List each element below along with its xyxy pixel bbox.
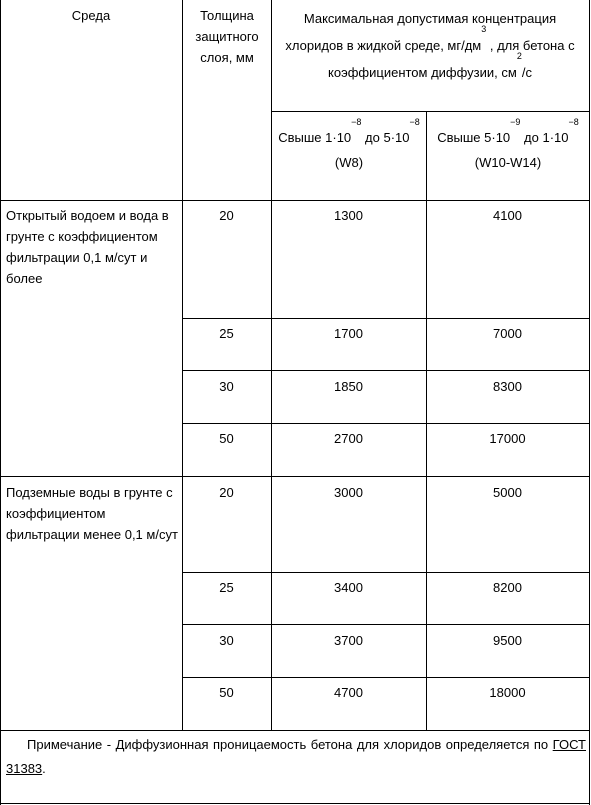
header-thickness-text: Толщина защитного слоя, мм bbox=[195, 8, 259, 65]
header-medium bbox=[0, 5, 182, 26]
medium-open-water bbox=[6, 205, 180, 289]
superscript: −8 bbox=[351, 117, 362, 127]
superscript: 2 bbox=[516, 51, 522, 61]
table-cell: 8300 bbox=[493, 379, 522, 394]
header-medium-text: Среда bbox=[71, 8, 111, 23]
note-end: . bbox=[42, 761, 46, 776]
header-text: до 1·10 bbox=[520, 130, 569, 145]
table-cell: 4700 bbox=[334, 685, 363, 700]
superscript: −9 bbox=[510, 117, 521, 127]
table-cell: 4100 bbox=[493, 208, 522, 223]
table-cell: 18000 bbox=[489, 685, 526, 700]
row-divider bbox=[0, 200, 589, 201]
header-text: (W10-W14) bbox=[474, 155, 542, 170]
table-cell: 50 bbox=[219, 685, 234, 700]
row-divider bbox=[182, 572, 589, 573]
header-concentration-text: Максимальная допустимая концентрация хлоридов в жидкой среде, мг/дм bbox=[285, 11, 557, 53]
table-cell: 30 bbox=[219, 633, 234, 648]
table-cell: 3400 bbox=[334, 580, 363, 595]
table-border-bottom bbox=[0, 803, 589, 804]
table-cell: 8200 bbox=[493, 580, 522, 595]
superscript: 3 bbox=[481, 24, 487, 34]
table-cell: 9500 bbox=[493, 633, 522, 648]
header-concentration-text: /с bbox=[521, 65, 532, 80]
row-divider bbox=[182, 624, 589, 625]
table-cell: 1700 bbox=[334, 326, 363, 341]
gost-link[interactable]: ГОСТ 31383 bbox=[6, 737, 586, 776]
note-text: Примечание - Диффузионная проницаемость бетона для хлоридов определяется по bbox=[27, 737, 553, 752]
row-divider bbox=[0, 730, 589, 731]
table-border-left bbox=[0, 0, 1, 805]
table-cell: 5000 bbox=[493, 485, 522, 500]
column-divider bbox=[182, 0, 183, 730]
table-cell: 25 bbox=[219, 326, 234, 341]
row-divider bbox=[271, 111, 589, 112]
column-divider bbox=[271, 0, 272, 730]
header-max-concentration bbox=[276, 5, 584, 86]
row-divider bbox=[182, 318, 589, 319]
table-cell: 7000 bbox=[493, 326, 522, 341]
header-text: Свыше 5·10 bbox=[437, 130, 511, 145]
superscript: −8 bbox=[568, 117, 579, 127]
table-cell: 25 bbox=[219, 580, 234, 595]
table-cell: 30 bbox=[219, 379, 234, 394]
superscript: −8 bbox=[409, 117, 420, 127]
table-cell: 50 bbox=[219, 431, 234, 446]
header-diffusion-w8 bbox=[276, 117, 422, 175]
table-cell: 3700 bbox=[334, 633, 363, 648]
header-text: (W8) bbox=[334, 155, 364, 170]
header-thickness bbox=[188, 5, 266, 68]
header-text: Свыше 1·10 bbox=[278, 130, 352, 145]
table-cell: 17000 bbox=[489, 431, 526, 446]
table-cell: 20 bbox=[219, 208, 234, 223]
header-text: до 5·10 bbox=[361, 130, 410, 145]
table-cell: 20 bbox=[219, 485, 234, 500]
table-border-right bbox=[589, 0, 590, 805]
medium-text: Подземные воды в грунте с коэффициентом фильтрации менее 0,1 м/сут bbox=[6, 485, 178, 542]
row-divider bbox=[182, 423, 589, 424]
header-diffusion-w10-w14 bbox=[430, 117, 586, 175]
header-concentration-text: , для бетона с коэффициентом диффузии, см bbox=[328, 38, 575, 80]
medium-groundwater bbox=[6, 482, 180, 545]
medium-text: Открытый водоем и вода в грунте с коэффициентом фильтрации 0,1 м/сут и более bbox=[6, 208, 169, 286]
table-cell: 2700 bbox=[334, 431, 363, 446]
table-cell: 3000 bbox=[334, 485, 363, 500]
table-cell: 1850 bbox=[334, 379, 363, 394]
row-divider bbox=[0, 476, 589, 477]
table-note bbox=[6, 733, 586, 781]
row-divider bbox=[182, 370, 589, 371]
row-divider bbox=[182, 677, 589, 678]
table-cell: 1300 bbox=[334, 208, 363, 223]
